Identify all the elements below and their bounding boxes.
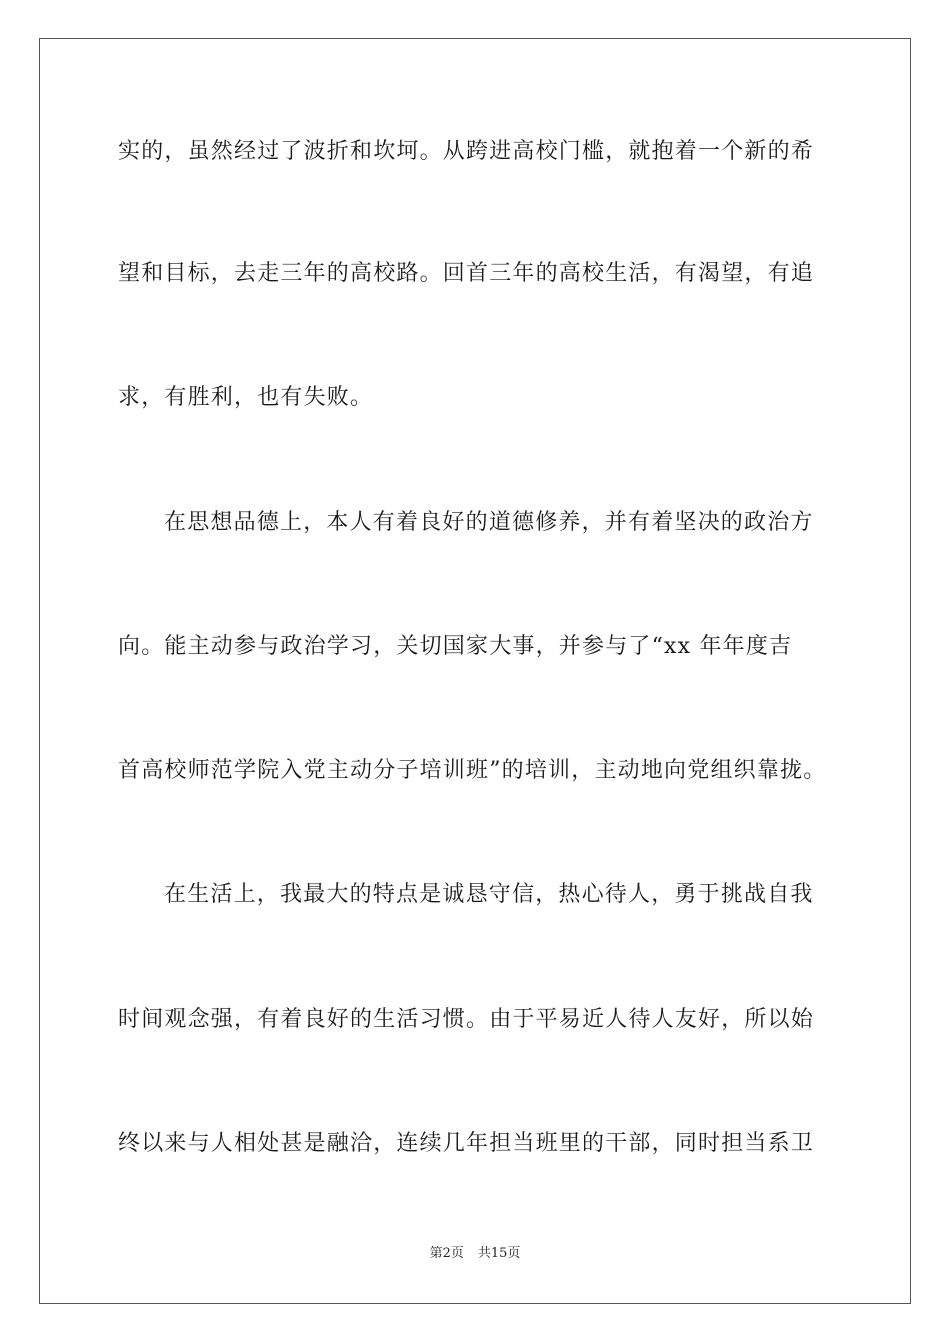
page-number: 第2页: [429, 1246, 464, 1261]
page-footer: [0, 1245, 950, 1263]
paragraph-first-line: 在思想品德上，本人有着良好的道德修养，并有着坚决的政治方: [164, 510, 814, 535]
body-text-line: 终以来与人相处甚是融洽，连续几年担当班里的干部，同时担当系卫: [118, 1131, 815, 1156]
body-text-line: 实的，虽然经过了波折和坎坷。从跨进高校门槛，就抱着一个新的希: [118, 139, 815, 164]
body-text-line: 首高校师范学院入党主动分子培训班”的培训，主动地向党组织靠拢。: [118, 758, 827, 783]
body-text-line: 时间观念强，有着良好的生活习惯。由于平易近人待人友好，所以始: [118, 1007, 815, 1032]
body-text-line: 向。能主动参与政治学习，关切国家大事，并参与了“xx 年年度吉: [118, 634, 793, 659]
page-border: [39, 38, 911, 1304]
body-text-line: 求，有胜利，也有失败。: [118, 385, 374, 410]
body-text-line: 望和目标，去走三年的高校路。回首三年的高校生活，有渴望，有追: [118, 261, 815, 286]
paragraph-first-line: 在生活上，我最大的特点是诚恳守信，热心待人，勇于挑战自我: [164, 882, 814, 907]
page-total: 共15页: [477, 1246, 521, 1261]
